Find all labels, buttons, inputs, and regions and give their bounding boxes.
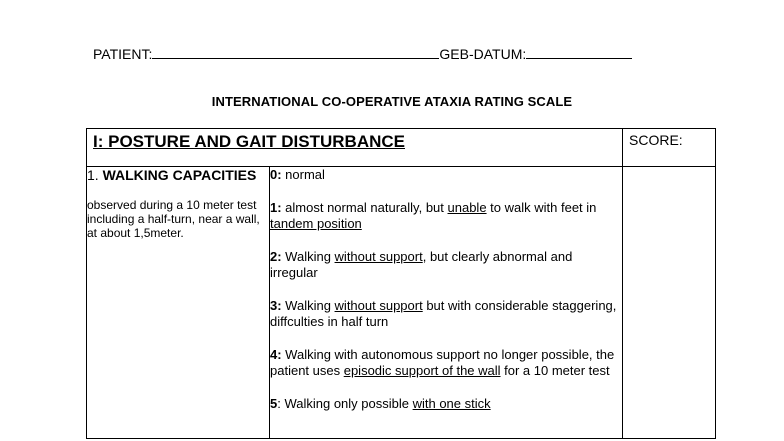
section-title-cell	[87, 129, 623, 167]
score-option	[270, 298, 622, 330]
score-option	[270, 396, 622, 412]
patient-label: PATIENT:	[93, 46, 153, 62]
item-description: observed during a 10 meter test including a half-turn, near a wall, at about 1,5meter.	[87, 198, 260, 240]
patient-name-blank[interactable]	[152, 46, 439, 59]
option-number: 1:	[270, 200, 282, 215]
document-title: INTERNATIONAL CO-OPERATIVE ATAXIA RATING SCALE	[211, 94, 573, 109]
patient-info-line	[93, 46, 632, 62]
option-text: unable	[447, 200, 487, 215]
score-option	[270, 249, 622, 281]
score-option	[270, 200, 622, 232]
section-header-row	[87, 129, 716, 167]
option-text: but with considerable staggering, diffculties in half turn	[270, 298, 617, 329]
option-text: Walking with autonomous support no longer possible, the patient uses	[270, 347, 615, 378]
score-cell[interactable]	[623, 167, 716, 439]
option-text: , but clearly abnormal and irregular	[270, 249, 573, 280]
score-option	[270, 167, 622, 183]
item-row	[87, 167, 716, 439]
option-number: 5	[270, 396, 278, 411]
dob-blank[interactable]	[526, 46, 632, 59]
option-text: with one stick	[412, 396, 491, 411]
item-name: WALKING CAPACITIES	[102, 167, 257, 183]
option-text: without support	[334, 249, 423, 264]
option-number: 0:	[270, 167, 282, 182]
score-option	[270, 347, 622, 379]
score-label: SCORE:	[629, 132, 683, 148]
option-text: to walk with feet in	[486, 200, 597, 215]
rating-table	[86, 128, 716, 439]
item-heading	[87, 167, 269, 184]
option-text: Walking	[281, 298, 335, 313]
option-text: : Walking only possible	[277, 396, 413, 411]
item-cell	[87, 167, 270, 439]
option-text: normal	[281, 167, 325, 182]
option-text: tandem position	[270, 216, 362, 231]
option-number: 2:	[270, 249, 282, 264]
item-number: 1.	[87, 167, 99, 183]
dob-label: GEB-DATUM:	[439, 46, 527, 62]
option-text: almost normal naturally, but	[281, 200, 448, 215]
section-title: I: POSTURE AND GAIT DISTURBANCE	[93, 132, 405, 151]
option-text: for a 10 meter test	[500, 363, 610, 378]
options-list	[270, 167, 622, 412]
option-number: 3:	[270, 298, 282, 313]
option-text: without support	[334, 298, 423, 313]
option-number: 4:	[270, 347, 282, 362]
options-cell	[270, 167, 623, 439]
score-header-cell	[623, 129, 716, 167]
option-text: Walking	[281, 249, 335, 264]
option-text: episodic support of the wall	[343, 363, 501, 378]
